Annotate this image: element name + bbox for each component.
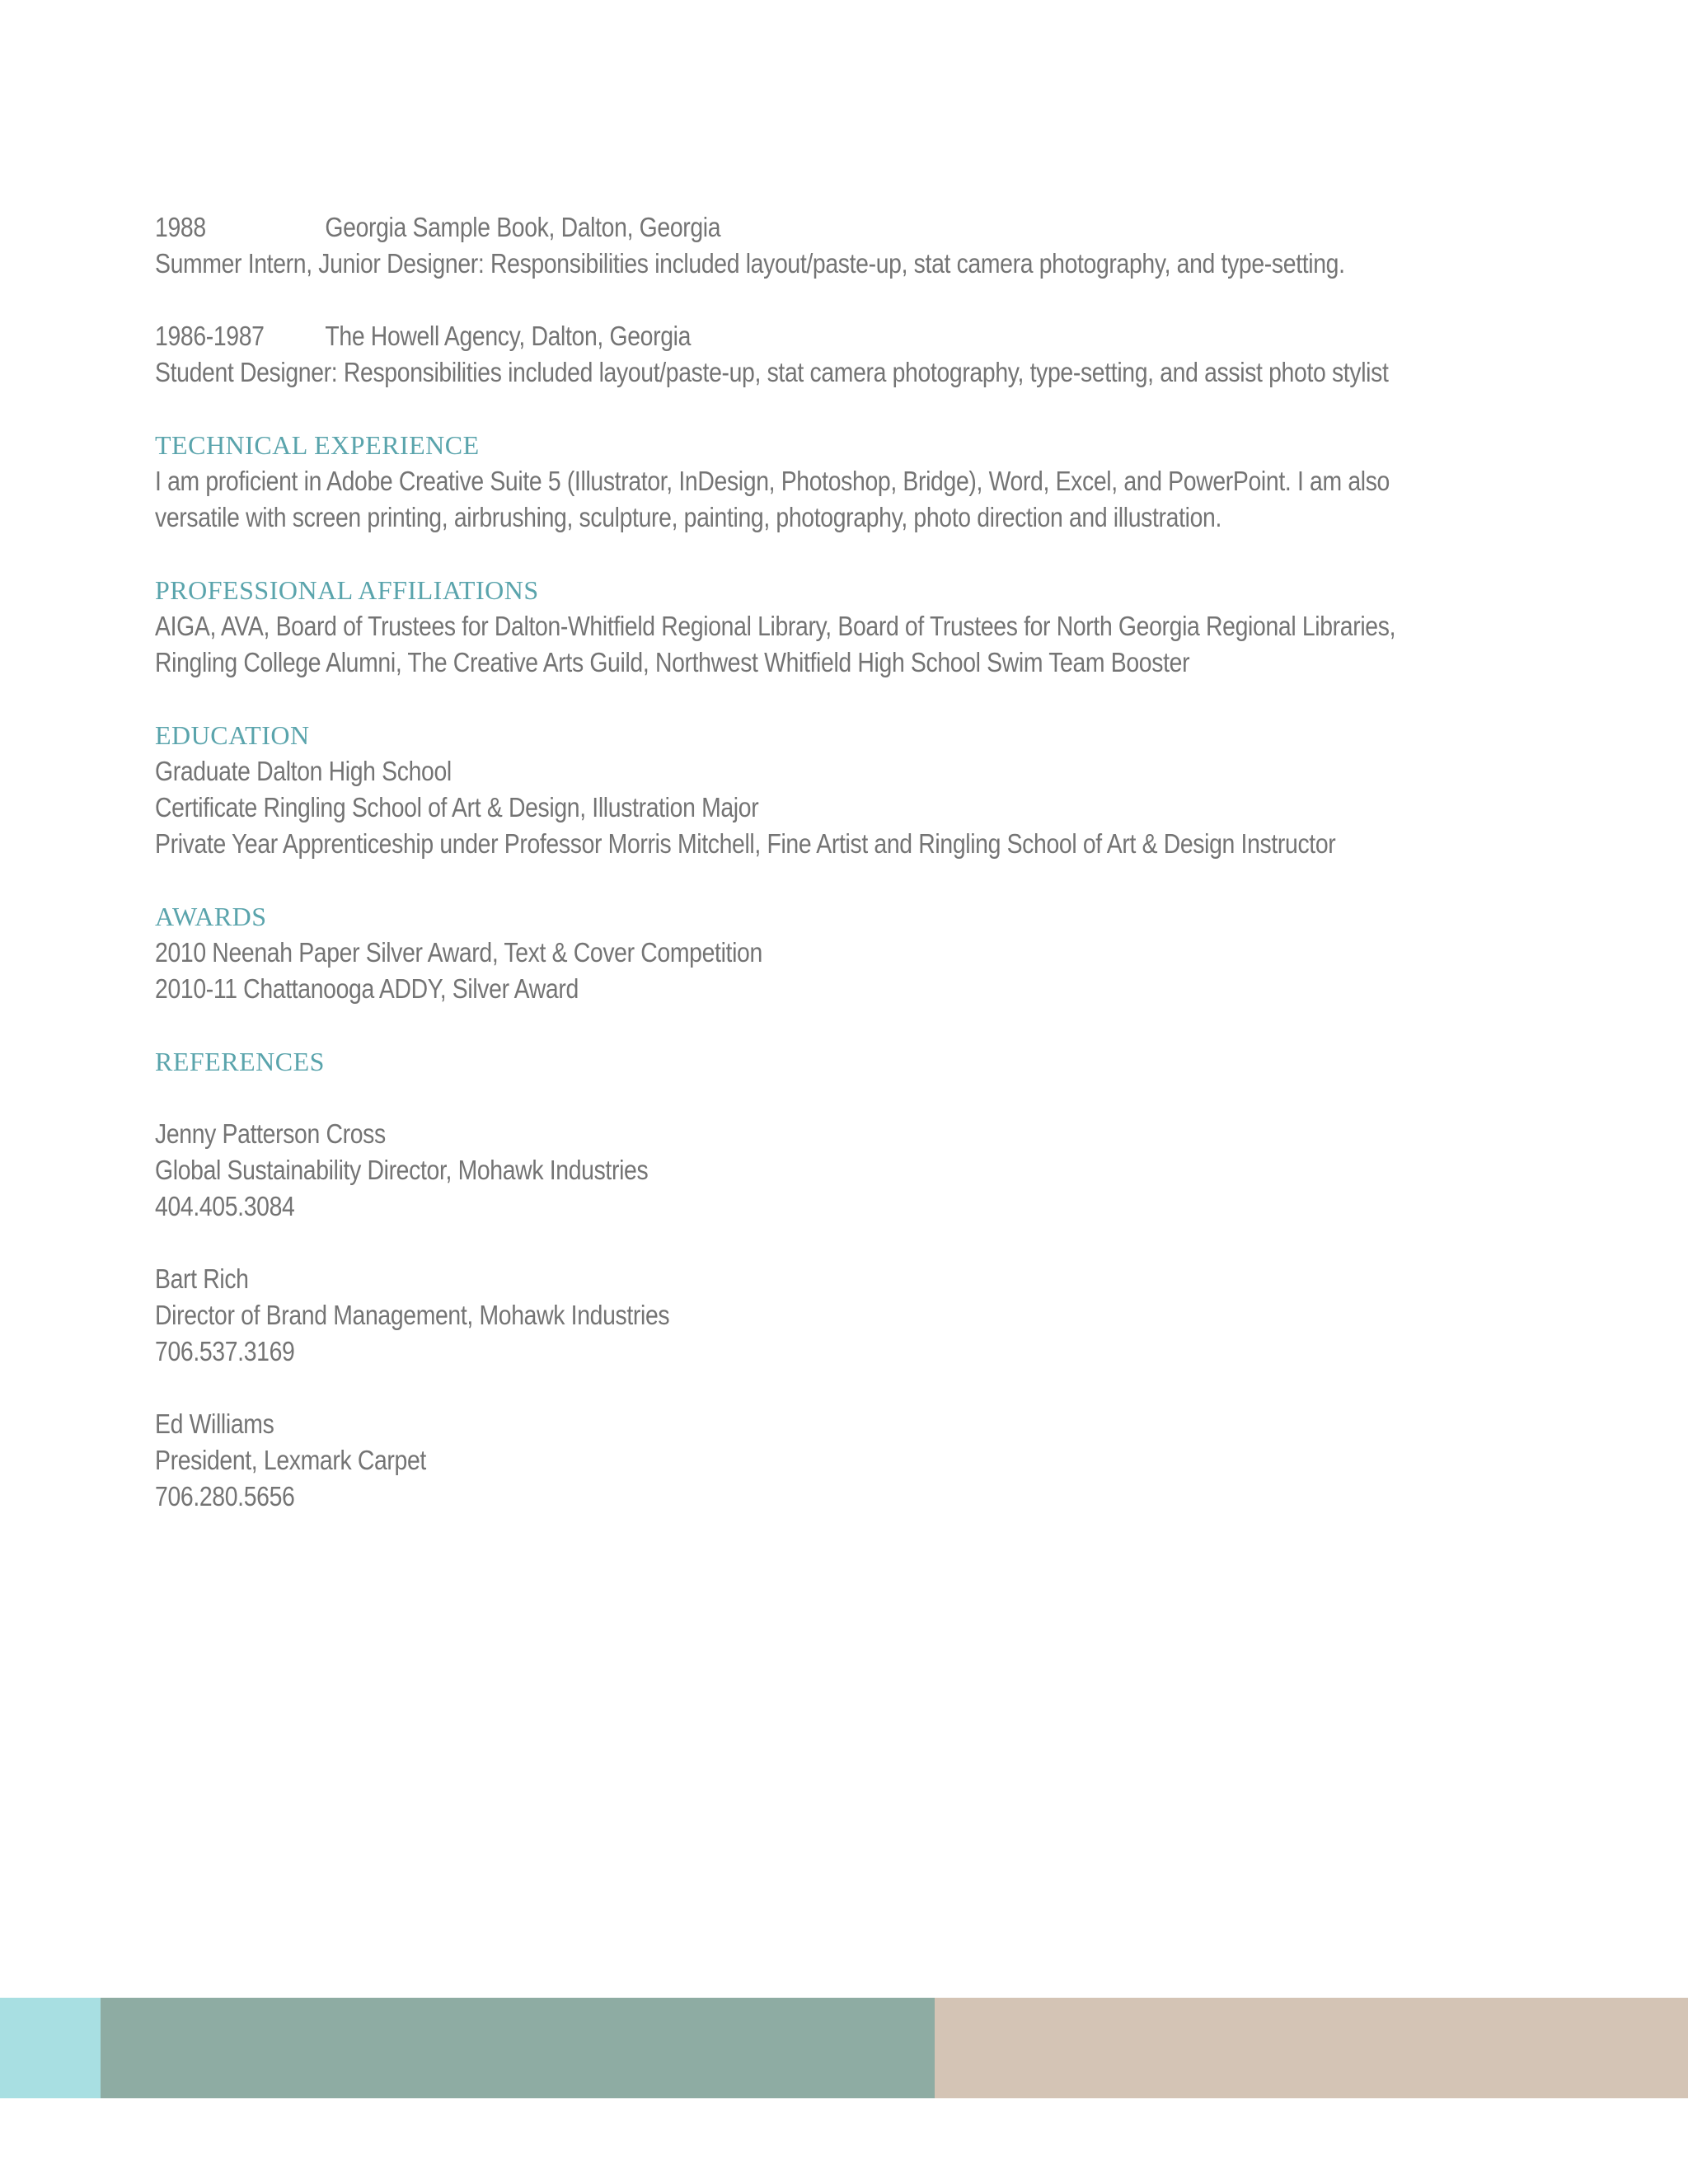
education-line: Graduate Dalton High School bbox=[155, 756, 452, 786]
reference-phone: 404.405.3084 bbox=[155, 1191, 295, 1221]
award-line: 2010 Neenah Paper Silver Award, Text & Cover Competition bbox=[155, 937, 762, 968]
experience-description: Student Designer: Responsibilities included layout/paste-up, stat camera photography, type-setting, and assist photo stylist bbox=[155, 357, 1389, 387]
section-heading-awards: AWARDS bbox=[155, 902, 267, 931]
reference-entry bbox=[155, 1406, 1556, 1515]
affiliations-line: Ringling College Alumni, The Creative Arts Guild, Northwest Whitfield High School Swim Team Booster bbox=[155, 647, 1190, 677]
reference-title: President, Lexmark Carpet bbox=[155, 1445, 426, 1475]
education-line: Certificate Ringling School of Art & Design, Illustration Major bbox=[155, 792, 759, 823]
experience-employer: Georgia Sample Book, Dalton, Georgia bbox=[325, 212, 721, 242]
reference-name: Bart Rich bbox=[155, 1263, 249, 1294]
reference-phone: 706.280.5656 bbox=[155, 1481, 295, 1511]
reference-name: Jenny Patterson Cross bbox=[155, 1118, 386, 1149]
experience-employer: The Howell Agency, Dalton, Georgia bbox=[325, 321, 692, 351]
experience-entry-header bbox=[155, 318, 1360, 354]
experience-years: 1988 bbox=[155, 212, 206, 242]
reference-title: Director of Brand Management, Mohawk Industries bbox=[155, 1300, 670, 1330]
award-line: 2010-11 Chattanooga ADDY, Silver Award bbox=[155, 973, 579, 1004]
section-heading-affiliations: PROFESSIONAL AFFILIATIONS bbox=[155, 575, 539, 605]
technical-line: versatile with screen printing, airbrushing, sculpture, painting, photography, photo direction and illustration. bbox=[155, 502, 1221, 532]
section-heading-references: REFERENCES bbox=[155, 1047, 325, 1076]
section-heading-technical: TECHNICAL EXPERIENCE bbox=[155, 430, 480, 460]
experience-description: Summer Intern, Junior Designer: Responsibilities included layout/paste-up, stat camera photography, and type-setting. bbox=[155, 248, 1345, 279]
reference-phone: 706.537.3169 bbox=[155, 1336, 295, 1366]
footer-bar-sage bbox=[101, 1998, 935, 2098]
footer-bar-aqua bbox=[0, 1998, 101, 2098]
reference-entry bbox=[155, 1116, 1556, 1225]
technical-line: I am proficient in Adobe Creative Suite 5 (Illustrator, InDesign, Photoshop, Bridge), Word, Excel, and PowerPoint. I am also bbox=[155, 466, 1390, 496]
footer-bar-tan bbox=[935, 1998, 1688, 2098]
affiliations-line: AIGA, AVA, Board of Trustees for Dalton-Whitfield Regional Library, Board of Trustees for North Georgia Regional Libraries, bbox=[155, 611, 1396, 641]
experience-entry-header bbox=[155, 209, 1360, 246]
education-line: Private Year Apprenticeship under Professor Morris Mitchell, Fine Artist and Ringling School of Art & Design Instructor bbox=[155, 828, 1336, 859]
reference-title: Global Sustainability Director, Mohawk Industries bbox=[155, 1155, 649, 1185]
resume-content bbox=[155, 209, 1556, 1515]
experience-years: 1986-1987 bbox=[155, 321, 265, 351]
reference-name: Ed Williams bbox=[155, 1408, 274, 1439]
section-heading-education: EDUCATION bbox=[155, 720, 310, 750]
reference-entry bbox=[155, 1261, 1556, 1370]
